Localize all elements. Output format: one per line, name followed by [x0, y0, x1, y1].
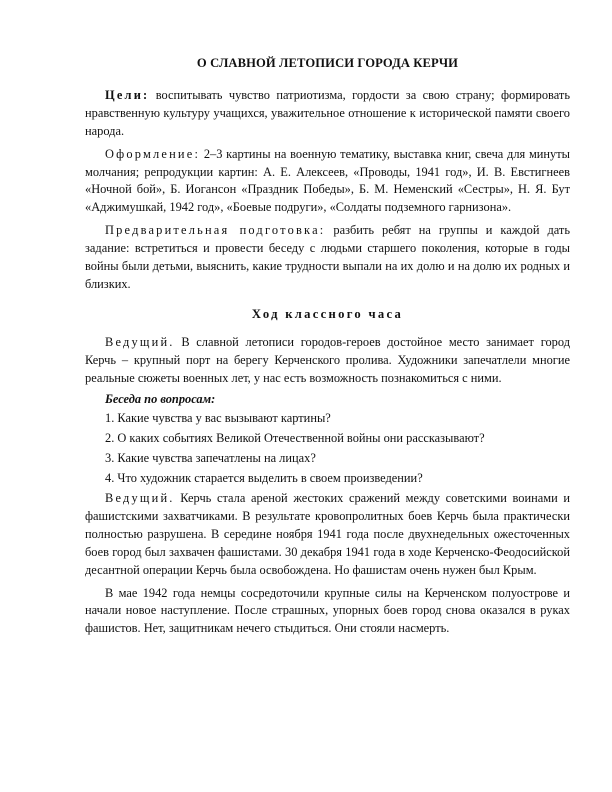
document-body	[85, 55, 570, 643]
preparation-paragraph	[85, 222, 570, 294]
preparation-text: разбить ребят на группы и каждой дать задание: встретиться и провести беседу с людьми старшего поколения, которые в годы войны были детьми, выяснить, какие трудности выпали на их долю и на долю их родных и близких.	[85, 223, 570, 291]
speaker-label: Ведущий.	[105, 491, 175, 506]
question-item: 3. Какие чувства запечатлены на лицах?	[105, 451, 316, 466]
conversation-title: Беседа по вопросам:	[105, 391, 216, 406]
question-item: 2. О каких событиях Великой Отечественной войны они рассказывают?	[105, 431, 485, 446]
preparation-label: Предварительная подготовка:	[105, 223, 326, 238]
paragraph-3: В мае 1942 года немцы сосредоточили крупные силы на Керченском полуострове и начали новое наступление. После страшных, упорных боев город снова оказался в руках фашистов. Нет, защитникам нечего стыдиться. Они стояли насмерть.	[85, 585, 570, 636]
design-paragraph	[85, 146, 570, 218]
paragraph-text: Керчь стала ареной жестоких сражений между советскими воинами и фашистскими захватчиками. В результате кровопролитных боев Керчь была практически полностью разрушена. В середине ноября 1941 года после двухнедельных ожесточенных боев город был захвачен фашистами. 30 декабря 1941 года в ходе Керченско-Феодосийской десантной операции Керчь была освобождена. Но фашистам очень нужен был Крым.	[85, 491, 570, 577]
section-title: Ход классного часа	[251, 306, 404, 321]
question-item: 1. Какие чувства у вас вызывают картины?	[105, 411, 331, 426]
host-paragraph-2	[85, 490, 570, 580]
host-paragraph-1	[85, 334, 570, 388]
paragraph-text: В славной летописи городов-героев достойное место занимает город Керчь – крупный порт на берегу Керченского пролива. Художники запечатлели многие реальные сюжеты военных лет, у нас есть возможность познакомиться с ними.	[85, 334, 570, 385]
goals-paragraph	[85, 87, 570, 141]
goals-text: воспитывать чувство патриотизма, гордости за свою страну; формировать нравственную культуру учащихся, уважительное отношение к исторической памяти своего народа.	[85, 87, 570, 138]
document-title: О СЛАВНОЙ ЛЕТОПИСИ ГОРОДА КЕРЧИ	[196, 56, 459, 70]
question-item: 4. Что художник старается выделить в своем произведении?	[105, 471, 423, 486]
speaker-label: Ведущий.	[105, 334, 175, 349]
design-text: 2–3 картины на военную тематику, выставка книг, свеча для минуты молчания; репродукции картин: А. Е. Алексеев, «Проводы, 1941 год», И. В. Евстигнеев «Ночной бой», Б. Иогансон «Праздник Победы», Б. М. Неменский «Сестры», Н. Я. Бут «Аджимушкай, 1942 год», «Боевые подруги», «Солдаты подземного гарнизона».	[85, 146, 570, 215]
goals-label: Цели:	[105, 87, 150, 102]
design-label: Оформление:	[105, 146, 201, 161]
